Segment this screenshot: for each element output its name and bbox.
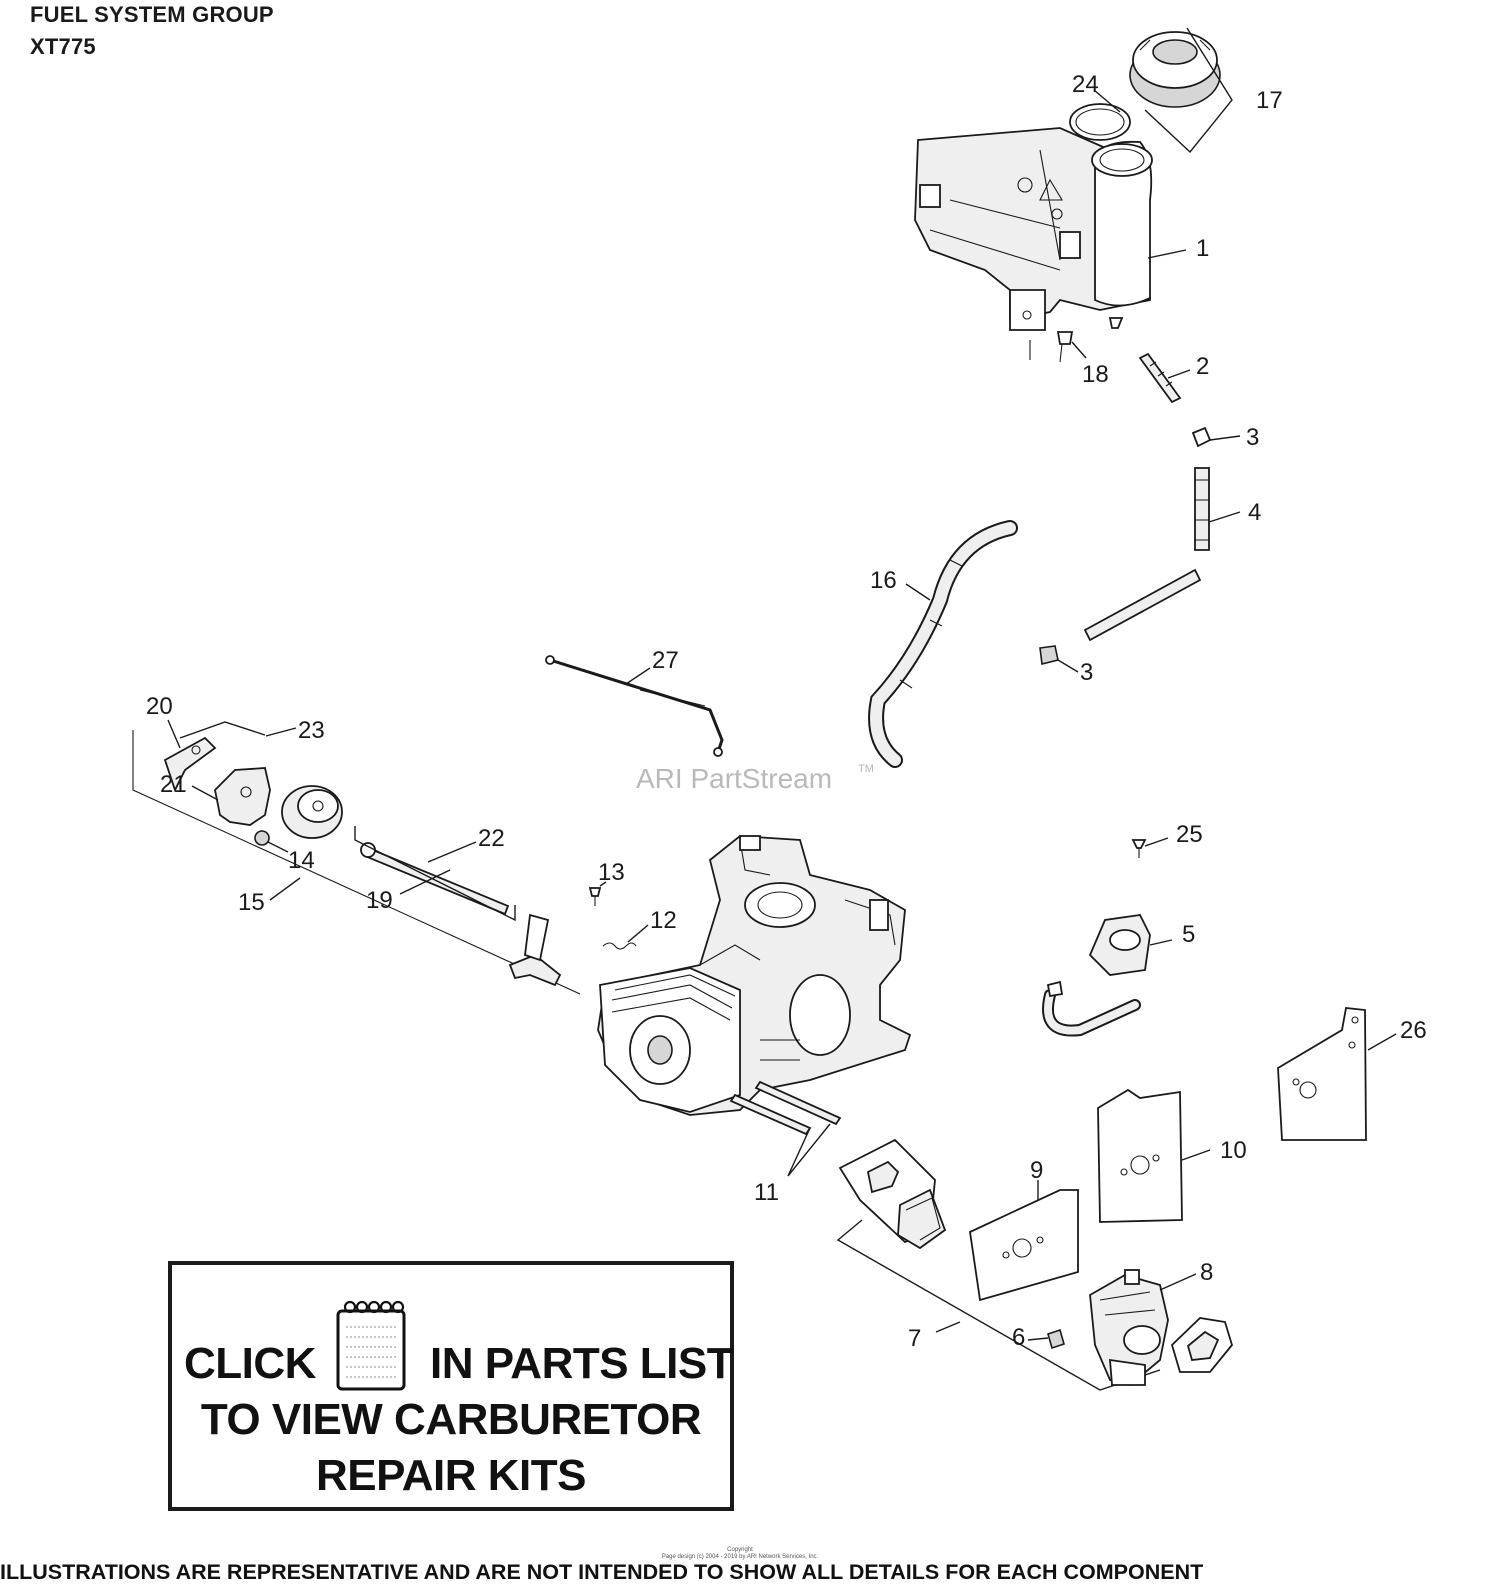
- callout-3-upper[interactable]: [1210, 424, 1259, 451]
- governor-wheel[interactable]: [282, 786, 342, 838]
- cap-gasket-part-24[interactable]: [1070, 104, 1130, 140]
- fuel-cap-part-17[interactable]: [1130, 32, 1220, 107]
- callout-2[interactable]: [1168, 353, 1209, 380]
- callout-23[interactable]: [266, 717, 325, 744]
- callout-label: 25: [1176, 821, 1203, 848]
- callout-label: 16: [870, 567, 897, 594]
- callout-18[interactable]: [1072, 342, 1109, 388]
- callout-label: 14: [288, 847, 315, 874]
- callout-label: 11: [754, 1179, 779, 1206]
- engine-block: [598, 836, 910, 1115]
- vent-hose-part-16[interactable]: [876, 528, 1010, 760]
- nut-part-14[interactable]: [255, 831, 269, 845]
- callout-22[interactable]: [428, 825, 505, 862]
- carburetor-part-8[interactable]: [1090, 1270, 1168, 1385]
- callout-7[interactable]: [908, 1322, 960, 1352]
- carburetor-gasket[interactable]: [1172, 1318, 1232, 1372]
- callout-4[interactable]: [1209, 499, 1261, 526]
- watermark-text: ARI PartStream: [636, 763, 833, 794]
- screw-part-13[interactable]: [590, 888, 600, 906]
- callout-14[interactable]: [268, 842, 315, 874]
- clamp-part-3-lower[interactable]: [1040, 646, 1058, 664]
- gasket-kit-part-7[interactable]: [840, 1140, 945, 1248]
- gasket-part-9[interactable]: [970, 1190, 1078, 1300]
- callout-label: 8: [1200, 1259, 1214, 1286]
- callout-1[interactable]: [1148, 235, 1209, 262]
- callout-label: 19: [366, 887, 393, 914]
- callout-label: 6: [1012, 1324, 1026, 1351]
- copyright-note: [640, 1547, 840, 1561]
- callout-5[interactable]: [1150, 921, 1195, 948]
- notice-line-2: TO VIEW CARBURETOR: [200, 1395, 702, 1444]
- callout-label: 3: [1246, 424, 1260, 451]
- copyright-text: Page design (c) 2004 - 2019 by ARI Network Services, Inc.: [661, 1554, 819, 1560]
- copyright-label: Copyright: [727, 1547, 753, 1553]
- callout-11[interactable]: [754, 1124, 830, 1206]
- callout-label: 5: [1182, 921, 1196, 948]
- callout-13[interactable]: [598, 859, 625, 886]
- callout-3-lower[interactable]: [1058, 659, 1093, 686]
- callout-12[interactable]: [628, 907, 677, 942]
- callout-label: 18: [1082, 361, 1109, 388]
- notice-line-3: REPAIR KITS: [316, 1451, 586, 1500]
- screw-part-18[interactable]: [1058, 332, 1072, 362]
- screw-part-6[interactable]: [1048, 1330, 1064, 1348]
- callout-10[interactable]: [1182, 1137, 1247, 1164]
- callout-17[interactable]: [1256, 87, 1283, 114]
- callout-6[interactable]: [1012, 1324, 1048, 1351]
- callout-label: 7: [908, 1325, 922, 1352]
- callout-label: 22: [478, 825, 505, 852]
- callout-label: 21: [160, 771, 187, 798]
- plate-part-21[interactable]: [215, 768, 270, 825]
- callout-label: 3: [1080, 659, 1094, 686]
- callout-label: 1: [1196, 235, 1210, 262]
- callout-label: 10: [1220, 1137, 1247, 1164]
- callout-8[interactable]: [1160, 1259, 1213, 1290]
- watermark-tm: TM: [858, 763, 874, 775]
- governor-lever[interactable]: [510, 915, 560, 985]
- model-number: XT775: [30, 34, 96, 59]
- callout-label: 23: [298, 717, 325, 744]
- callout-label: 27: [652, 647, 679, 674]
- fuel-hose-segment[interactable]: [1085, 570, 1200, 640]
- callout-26[interactable]: [1368, 1017, 1427, 1050]
- screw-part-25[interactable]: [1133, 840, 1145, 858]
- notebook-icon: [332, 1299, 410, 1393]
- fuel-pump-part-5[interactable]: [1048, 915, 1150, 1031]
- callout-19[interactable]: [366, 870, 450, 914]
- callout-21[interactable]: [160, 771, 218, 800]
- callout-label: 13: [598, 859, 625, 886]
- callout-label: 4: [1248, 499, 1262, 526]
- callout-label: 17: [1256, 87, 1283, 114]
- callout-27[interactable]: [626, 647, 679, 684]
- callout-label: 15: [238, 889, 265, 916]
- gasket-part-10[interactable]: [1098, 1090, 1182, 1222]
- callout-9[interactable]: [1030, 1157, 1043, 1200]
- callout-label: 26: [1400, 1017, 1427, 1044]
- callout-label: 2: [1196, 353, 1210, 380]
- callout-label: 20: [146, 693, 173, 720]
- carburetor-kit-notice[interactable]: [168, 1261, 734, 1511]
- callout-label: 24: [1072, 71, 1099, 98]
- disclaimer-footer: ILLUSTRATIONS ARE REPRESENTATIVE AND ARE NOT INTENDED TO SHOW ALL DETAILS FOR EACH COMPONENT: [0, 1560, 1204, 1584]
- clamp-part-3-upper[interactable]: [1193, 428, 1210, 446]
- governor-bracket-part-15[interactable]: [133, 730, 580, 994]
- diagram-title: FUEL SYSTEM GROUP: [30, 2, 274, 27]
- callout-label: 9: [1030, 1157, 1044, 1184]
- callout-20[interactable]: [146, 693, 180, 748]
- callout-15[interactable]: [238, 878, 300, 916]
- callout-label: 12: [650, 907, 677, 934]
- spring-part-12[interactable]: [603, 943, 636, 949]
- heat-shield-part-26[interactable]: [1278, 1008, 1366, 1140]
- throttle-link-part-27[interactable]: [546, 656, 722, 756]
- fuel-line-part-2[interactable]: [1140, 354, 1180, 402]
- fuel-hose-part-4[interactable]: [1195, 468, 1209, 550]
- notice-parts-list-text: IN PARTS LIST: [430, 1339, 734, 1388]
- notice-click-text: CLICK: [184, 1339, 316, 1388]
- callout-25[interactable]: [1145, 821, 1203, 848]
- callout-16[interactable]: [870, 567, 930, 600]
